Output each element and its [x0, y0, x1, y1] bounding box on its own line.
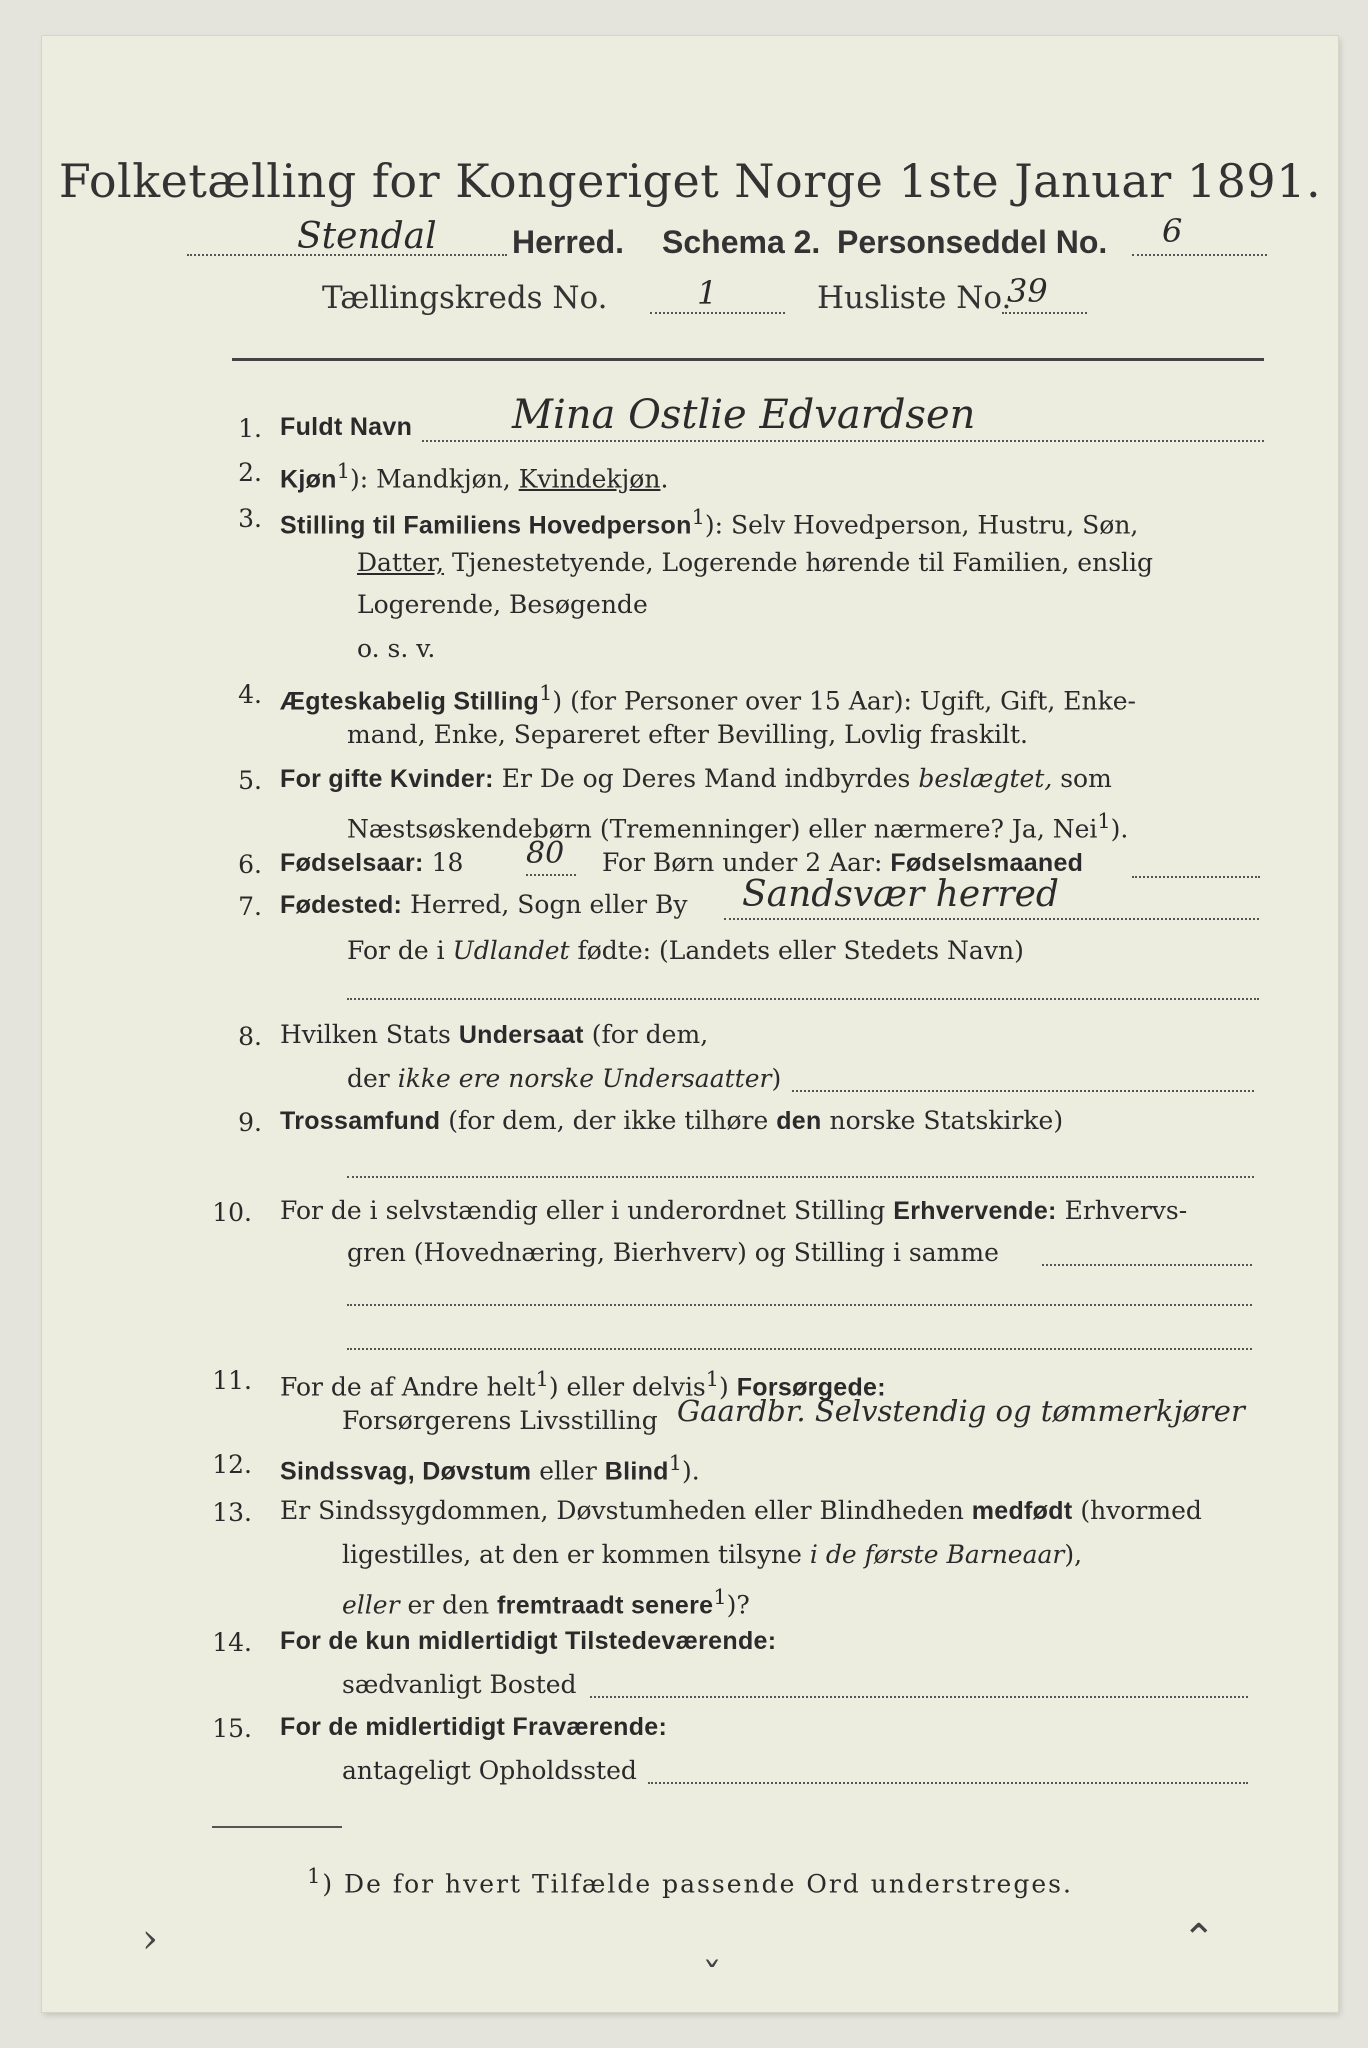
item-number-1: 1. — [238, 414, 262, 443]
q10-fill-1 — [1042, 1264, 1252, 1266]
q7-fill — [724, 918, 1259, 920]
footnote-rule — [212, 1826, 342, 1828]
q2-selected: Kvindekjøn — [518, 464, 661, 494]
q3-line1: Stilling til Familiens Hovedperson$^1$): Selv Hovedperson, Hustru, Søn, — [280, 505, 1139, 540]
personseddel-number: 6 — [1162, 212, 1183, 250]
item-number-10: 10. — [212, 1198, 252, 1227]
q10-line1: For de i selvstændig eller i underordnet Stilling Erhvervende: Erhvervs- — [280, 1196, 1188, 1225]
item-number-13: 13. — [212, 1498, 252, 1527]
q6-birth-year: 80 — [526, 836, 565, 871]
q3-selected: Datter, — [357, 548, 444, 577]
q6-year-fill — [526, 874, 576, 876]
herred-handwritten: Stendal — [297, 216, 437, 257]
item-number-9: 9. — [238, 1108, 262, 1137]
header-rule — [232, 358, 1264, 361]
q4-line2: mand, Enke, Separeret efter Bevilling, Lovlig fraskilt. — [347, 720, 1028, 749]
item-number-11: 11. — [212, 1366, 252, 1395]
q13-line3: eller er den fremtraadt senere$^1$)? — [342, 1585, 750, 1620]
item-number-7: 7. — [238, 892, 262, 921]
item-number-12: 12. — [212, 1450, 252, 1479]
q7-birthplace: Sandsvær herred — [742, 874, 1059, 915]
q1-fill — [422, 440, 1264, 442]
item-number-2: 2. — [238, 458, 262, 487]
q15-label: For de midlertidigt Fraværende: — [280, 1713, 668, 1741]
q14-label: For de kun midlertidigt Tilstedeværende: — [280, 1627, 777, 1655]
q7-label: Fødested: Herred, Sogn eller By — [280, 890, 688, 919]
q15-line2: antageligt Opholdssted — [342, 1756, 637, 1785]
q1-full-name: Mina Ostlie Edvardsen — [512, 392, 976, 438]
q13-line2: ligestilles, at den er kommen tilsyne i de første Barneaar), — [342, 1540, 1083, 1569]
q12-row: Sindssvag, Døvstum eller Blind$^1$). — [280, 1451, 700, 1486]
q6-month-fill — [1132, 876, 1260, 878]
q11-line1: For de af Andre helt$^1$) eller delvis$^1$) Forsørgede: — [280, 1367, 886, 1402]
q7-abroad-fill — [347, 998, 1259, 1000]
q9-line1: Trossamfund (for dem, der ikke tilhøre den norske Statskirke) — [280, 1106, 1064, 1135]
item-number-6: 6. — [238, 850, 262, 879]
item-number-14: 14. — [212, 1628, 252, 1657]
corner-mark-right: ⌃ — [1182, 1916, 1216, 1962]
q1-label: Fuldt Navn — [280, 413, 413, 441]
q5-line2: Næstsøskendebørn (Tremenninger) eller nærmere? Ja, Nei$^1$). — [347, 809, 1129, 844]
q3-line3: Logerende, Besøgende — [357, 590, 648, 619]
item-number-15: 15. — [212, 1714, 252, 1743]
q3-line4: o. s. v. — [357, 634, 436, 663]
corner-mark-center: ˇ — [702, 1956, 722, 2002]
q8-line1: Hvilken Stats Undersaat (for dem, — [280, 1020, 709, 1049]
q11-line2: Forsørgerens Livsstilling — [342, 1406, 658, 1435]
husliste-number: 39 — [1007, 272, 1048, 310]
corner-mark-left: › — [142, 1916, 158, 1962]
census-form — [42, 36, 1338, 2012]
q4-line1: Ægteskabelig Stilling$^1$) (for Personer over 15 Aar): Ugift, Gift, Enke- — [280, 681, 1136, 716]
q6-mid: For Børn under 2 Aar: Fødselsmaaned — [602, 848, 1084, 877]
form-title: Folketælling for Kongeriget Norge 1ste Januar 1891. — [58, 154, 1322, 208]
q14-line2: sædvanligt Bosted — [342, 1670, 577, 1699]
taellingskreds-number: 1 — [697, 274, 718, 312]
footnote: $^1$) De for hvert Tilfælde passende Ord understreges. — [307, 1864, 1073, 1899]
item-number-4: 4. — [238, 680, 262, 709]
q7-line2: For de i Udlandet fødte: (Landets eller Stedets Navn) — [347, 936, 1024, 965]
taellingskreds-fill — [650, 312, 785, 314]
q15-fill — [648, 1782, 1248, 1784]
q9-fill — [347, 1176, 1254, 1178]
q10-fill-2 — [347, 1304, 1252, 1306]
herred-label: Herred. — [512, 224, 625, 260]
q14-fill — [590, 1696, 1248, 1698]
q3-line2: Datter, Tjenestetyende, Logerende hørende til Familien, enslig — [357, 548, 1154, 577]
item-number-3: 3. — [238, 504, 262, 533]
item-number-5: 5. — [238, 766, 262, 795]
q10-line2: gren (Hovednæring, Bierhverv) og Stilling i samme — [347, 1238, 999, 1267]
q13-line1: Er Sindssygdommen, Døvstumheden eller Blindheden medfødt (hvormed — [280, 1496, 1202, 1525]
husliste-fill — [1002, 312, 1087, 314]
q8-fill — [792, 1090, 1254, 1092]
husliste-label: Husliste No. — [817, 280, 1012, 316]
schema-label: Schema 2. — [662, 224, 821, 260]
q5-line1: For gifte Kvinder: Er De og Deres Mand indbyrdes beslægtet, som — [280, 764, 1112, 793]
q11-provider-occupation: Gaardbr. Selvstendig og tømmerkjører — [677, 1394, 1245, 1428]
personseddel-label: Personseddel No. — [837, 224, 1108, 260]
item-number-8: 8. — [238, 1022, 262, 1051]
personseddel-fill — [1132, 254, 1267, 256]
taellingskreds-label: Tællingskreds No. — [322, 280, 608, 316]
q2-row: Kjøn$^1$): Mandkjøn, Kvindekjøn. — [280, 459, 669, 494]
q10-fill-3 — [347, 1348, 1252, 1350]
q6-label: Fødselsaar: 18 — [280, 848, 464, 877]
q8-line2: der ikke ere norske Undersaatter) — [347, 1064, 782, 1093]
